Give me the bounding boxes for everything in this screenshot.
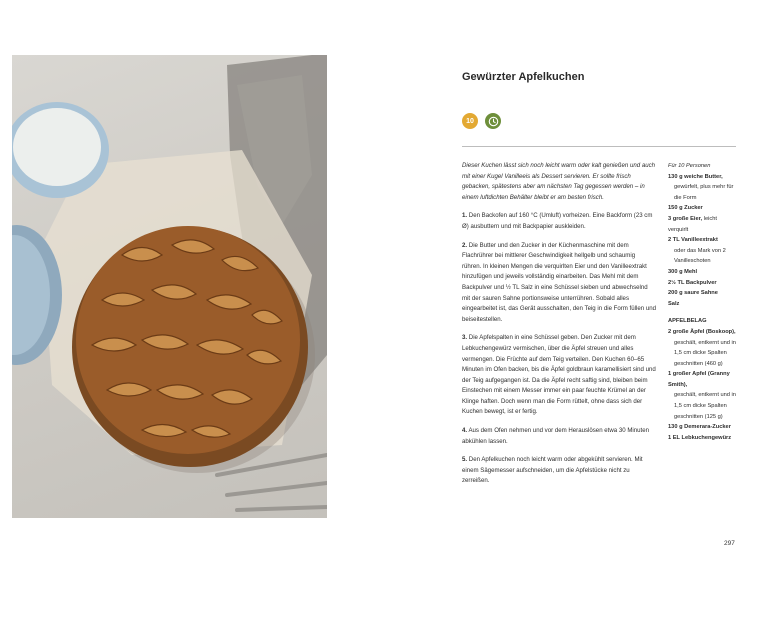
section-divider [462,146,736,147]
method-step [462,426,656,447]
ingredient-item [668,433,738,444]
method-column [462,161,656,495]
ingredient-item [668,203,738,214]
step-text: Den Apfelkuchen noch leicht warm oder abgekühlt servieren. Mit einem Sägemesser aufschneiden, um die Apfelstücke nicht zu zerreißen. [462,456,643,485]
ingredient-note: leicht verquirlt [668,215,718,233]
ingredient-item [668,267,738,278]
ingredient-note: geschält, entkernt und in 1,5 cm dicke Spalten geschnitten (460 g) [674,339,736,367]
ingredient-name: 130 g Demerara-Zucker [668,424,731,431]
step-text: Die Butter und den Zucker in der Küchenmaschine mit dem Flachrührer bei mittlerer Geschwindigkeit hellgelb und schaumig rühren. In kleinen Mengen die verquirlten Eier und den Vanilleextrakt hinzufügen und jeweils vollständig einarbeiten. Das Mehl mit dem Backpulver und ½ TL Salz in eine Schüssel sieben und abwechselnd mit der sauren Sahne portionsweise unterrühren. Sobald alles eingearbeitet ist, das Gerät ausschalten, den Teig in die Form füllen und beiseitestellen. [462,241,656,323]
topping-heading: APFELBELAG [668,318,707,325]
ingredient-name: 2½ TL Backpulver [668,279,717,286]
ingredient-name: 300 g Mehl [668,268,698,275]
ingredients-column [668,161,738,443]
method-step [462,211,656,232]
ingredient-note: geschält, entkernt und in 1,5 cm dicke Spalten geschnitten (125 g) [674,392,736,420]
clock-icon [485,113,501,129]
step-text: Die Apfelspalten in eine Schüssel geben. Den Zucker mit dem Lebkuchengewürz vermischen, über die Äpfel streuen und alles vermengen. Die Früchte auf dem Teig verteilen. Den Kuchen 60–65 Minuten im Ofen backen, bis die Äpfel goldbraun karamellisiert sind und der Teig aufgegangen ist. Da die Äpfel recht saftig sind, bleiben beim Einstechen mit einem Messer immer ein paar feuchte Krümel an der Klinge haften. Doch wenn man die Form rüttelt, ohne dass sich der Kuchen bewegt, ist er fertig. [462,334,656,416]
ingredient-note: oder das Mark von 2 Vanilleschoten [674,247,726,265]
ingredient-item [668,299,738,310]
cake-photo [12,55,327,518]
ingredient-name: 130 g weiche Butter, [668,173,723,180]
step-number: 1. [462,212,468,220]
ingredient-name: 3 große Eier, [668,215,703,222]
page-number: 297 [724,540,735,547]
step-number: 5. [462,456,468,464]
ingredient-name: 150 g Zucker [668,205,703,212]
ingredient-note: gewürfelt, plus mehr für die Form [674,184,734,201]
recipe-title: Gewürzter Apfelkuchen [462,71,585,83]
ingredient-item [668,288,738,299]
step-text: Den Backofen auf 160 °C (Umluft) vorheizen. Eine Backform (23 cm Ø) ausbuttern und mit Backpapier auskleiden. [462,212,653,230]
ingredient-name: 1 EL Lebkuchengewürz [668,434,732,441]
step-number: 3. [462,334,468,342]
step-number: 4. [462,427,468,435]
ingredient-item [668,214,738,235]
ingredient-name: Salz [668,300,680,307]
method-step [462,241,656,326]
step-number: 2. [462,241,468,249]
method-step [462,455,656,487]
ingredient-item [668,172,738,204]
ingredient-item [668,422,738,433]
servings: Für 10 Personen [668,163,711,169]
ingredient-name: 2 große Äpfel (Boskoop), [668,328,736,335]
prep-time-badge: 10 [462,113,478,129]
ingredient-item [668,369,738,422]
recipe-intro: Dieser Kuchen lässt sich noch leicht warm oder kalt genießen und auch mit einer Kugel Vanilleeis als Dessert servieren. Er sollte frisch gebacken, spätestens aber am nächsten Tag gegessen werden – in einem luftdichten Behälter bleibt er am besten frisch. [462,162,656,201]
method-step [462,333,656,418]
ingredient-name: 2 TL Vanilleextrakt [668,237,718,244]
ingredient-name: 200 g saure Sahne [668,290,718,297]
step-text: Aus dem Ofen nehmen und vor dem Herauslösen etwa 30 Minuten abkühlen lassen. [462,427,649,445]
ingredient-item [668,327,738,369]
ingredient-name: 1 großer Apfel (Granny Smith), [668,371,730,388]
ingredient-item [668,235,738,267]
ingredient-item [668,278,738,289]
